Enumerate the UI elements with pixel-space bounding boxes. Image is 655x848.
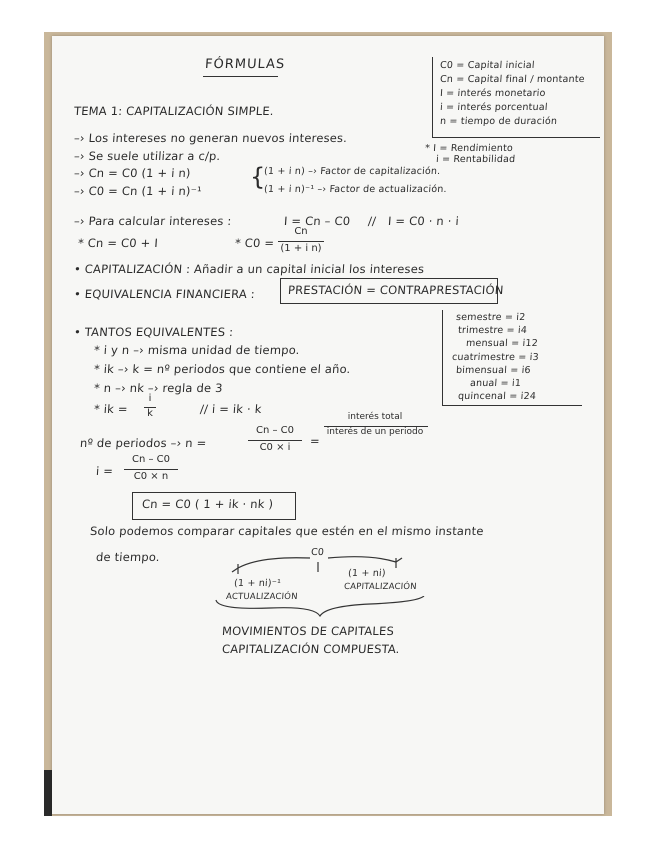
factor-actualizacion: (1 + i n)⁻¹ –› Factor de actualización. [263, 184, 448, 195]
periodo-item: anual = i1 [469, 378, 522, 389]
section-heading: TEMA 1: CAPITALIZACIÓN SIMPLE. [73, 104, 275, 118]
underbrace-icon [210, 596, 440, 620]
formula-interes-2: I = C0 · n · i [387, 214, 460, 228]
fraction-denominator: interés de un periodo [326, 427, 424, 437]
formula-cn-sum: * Cn = C0 + I [77, 236, 159, 250]
fraction-numerator: i [148, 393, 152, 404]
periodos-bottom-border [442, 405, 582, 406]
periodo-item: quincenal = i24 [457, 391, 537, 402]
legend-item: I = interés monetario [439, 88, 546, 99]
tantos-heading: • TANTOS EQUIVALENTES : [73, 325, 234, 339]
periodos-left-border [442, 310, 443, 405]
note-line: –› Se suele utilizar a c/p. [73, 149, 221, 163]
diagram-center-label: C0 [310, 547, 325, 558]
periodos-label: nº de periodos –› n = [79, 436, 207, 450]
diagram-left-label: ACTUALIZACIÓN [225, 592, 299, 602]
capitalizacion-definition: • CAPITALIZACIÓN : Añadir a un capital inicial los intereses [73, 262, 425, 276]
separator: // [367, 214, 377, 228]
tantos-line: * i y n –› misma unidad de tiempo. [93, 343, 301, 357]
legend-left-border [432, 57, 433, 137]
diagram-right-factor: (1 + ni) [347, 568, 387, 579]
footer-line: CAPITALIZACIÓN COMPUESTA. [221, 642, 401, 656]
fraction-numerator: interés total [347, 412, 403, 422]
note-line: –› Los intereses no generan nuevos intereses. [73, 131, 348, 145]
legend-bottom-border [432, 137, 600, 138]
title-underline [203, 76, 278, 77]
footer-line: MOVIMIENTOS DE CAPITALES [221, 624, 395, 638]
scan-shadow [44, 770, 52, 816]
legend-item: C0 = Capital inicial [439, 60, 536, 71]
intereses-intro: –› Para calcular intereses : [73, 214, 233, 228]
page-title: FÓRMULAS [204, 57, 286, 72]
fraction-numerator: Cn [294, 226, 308, 237]
periodo-item: bimensual = i6 [455, 365, 532, 376]
periodo-item: trimestre = i4 [457, 325, 528, 336]
formula-interes-1: I = Cn – C0 [283, 214, 351, 228]
formula-cn: –› Cn = C0 (1 + i n) [73, 166, 192, 180]
brace-icon: { [250, 163, 266, 191]
periodo-item: cuatrimestre = i3 [451, 352, 540, 363]
fraction-denominator: k [147, 408, 153, 419]
fraction-denominator: (1 + i n) [280, 243, 322, 254]
fraction-denominator: C0 × i [259, 442, 291, 453]
formula-c0-prefix: * C0 = [234, 236, 275, 250]
fraction-denominator: C0 × n [133, 471, 169, 482]
compound-formula: Cn = C0 ( 1 + ik · nk ) [141, 497, 274, 511]
tantos-line: // i = ik · k [199, 402, 263, 416]
equivalencia-formula: PRESTACIÓN = CONTRAPRESTACIÓN [287, 283, 505, 297]
factor-capitalizacion: (1 + i n) –› Factor de capitalización. [263, 166, 441, 177]
diagram-right-label: CAPITALIZACIÓN [343, 582, 418, 592]
tantos-ik-prefix: * ik = [93, 402, 129, 416]
fraction-bar [278, 241, 324, 242]
legend-item: Cn = Capital final / montante [439, 74, 586, 85]
periodo-item: semestre = i2 [455, 312, 526, 323]
diagram-left-factor: (1 + ni)⁻¹ [233, 578, 282, 589]
rentabilidad-note: i = Rentabilidad [435, 154, 516, 165]
fraction-bar [124, 469, 178, 470]
legend-item: n = tiempo de duración [439, 116, 558, 127]
fraction-bar [248, 440, 302, 441]
fraction-numerator: Cn – C0 [255, 425, 295, 436]
tantos-line: * ik –› k = nº periodos que contiene el año. [93, 362, 352, 376]
periodo-item: mensual = i12 [465, 338, 539, 349]
formula-i-prefix: i = [95, 464, 114, 478]
formula-c0: –› C0 = Cn (1 + i n)⁻¹ [73, 184, 203, 198]
equivalencia-label: • EQUIVALENCIA FINANCIERA : [73, 287, 256, 301]
fraction-numerator: Cn – C0 [131, 454, 171, 465]
comparar-line: de tiempo. [95, 550, 161, 564]
tantos-line: * n –› nk –› regla de 3 [93, 381, 224, 395]
equals-sign: = [309, 434, 321, 448]
rendimiento-note: * I = Rendimiento [424, 143, 514, 154]
legend-item: i = interés porcentual [439, 102, 549, 113]
comparar-line: Solo podemos comparar capitales que estén en el mismo instante [89, 524, 485, 538]
